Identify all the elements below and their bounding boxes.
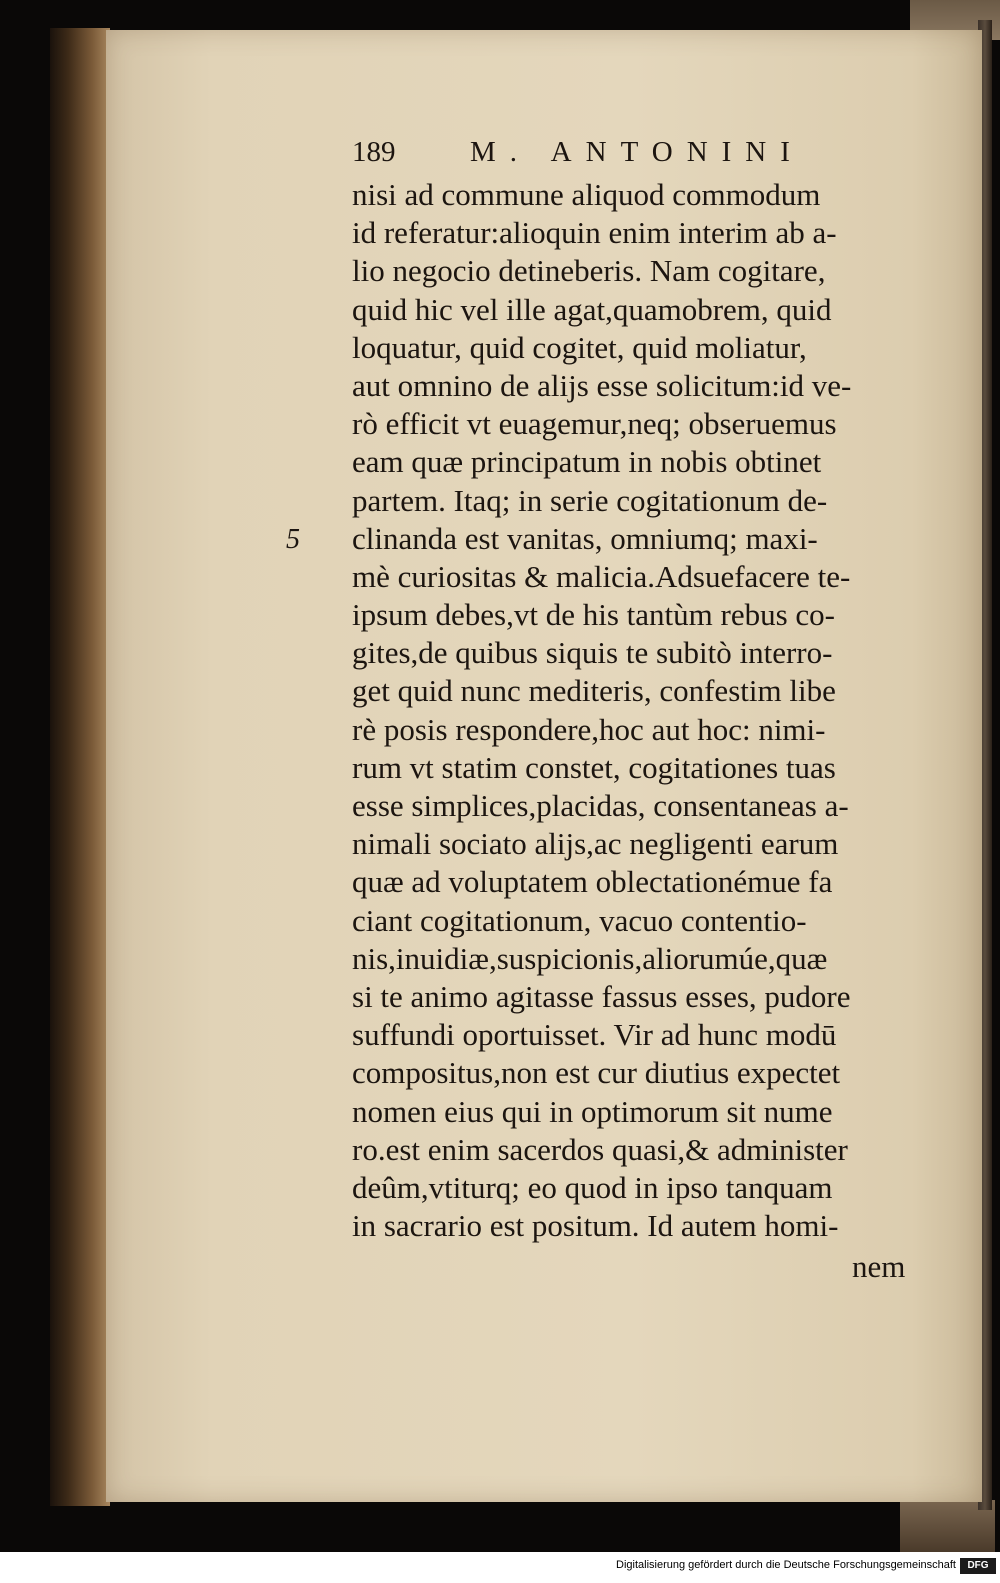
text-line: quid hic vel ille agat,quamobrem, quid xyxy=(352,291,832,327)
margin-line-number: 5 xyxy=(286,524,300,555)
page-number: 189 xyxy=(352,136,396,168)
text-line: nomen eius qui in optimorum sit nume xyxy=(352,1093,833,1129)
text-line: loquatur, quid cogitet, quid moliatur, xyxy=(352,329,807,365)
text-line: compositus,non est cur diutius expectet xyxy=(352,1055,841,1091)
book-cover-edge-left xyxy=(50,28,110,1506)
text-line: quæ ad voluptatem oblectationémue fa xyxy=(352,864,833,900)
catchword: nem xyxy=(852,1249,906,1284)
text-line: ciant cogitationum, vacuo contentio- xyxy=(352,902,807,938)
text-line: id referatur:alioquin enim interim ab a- xyxy=(352,215,837,251)
text-line: nisi ad commune aliquod commodum xyxy=(352,177,821,212)
text-line: si te animo agitasse fassus esses, pudore xyxy=(352,978,851,1014)
text-line: esse simplices,placidas, consentaneas a- xyxy=(352,788,849,823)
digitization-footer xyxy=(0,1552,1000,1583)
text-line: rum vt statim constet, cogitationes tuas xyxy=(352,749,836,785)
text-line: rò efficit vt euagemur,neq; obseruemus xyxy=(352,406,837,442)
text-line: aut omnino de alijs esse solicitum:id ve- xyxy=(352,367,852,403)
text-line: lio negocio detineberis. Nam cogitare, xyxy=(352,253,826,289)
text-line: eam quæ principatum in nobis obtinet xyxy=(352,444,822,480)
text-line: nimali sociato alijs,ac negligenti earum xyxy=(352,826,839,862)
running-title: M. ANTONINI xyxy=(470,136,804,168)
text-line: clinanda est vanitas, omniumq; maxi- xyxy=(352,520,818,556)
funding-credit: Digitalisierung gefördert durch die Deutsche Forschungsgemeinschaft xyxy=(616,1559,956,1571)
text-line: in sacrario est positum. Id autem homi- xyxy=(352,1208,839,1244)
text-line: deûm,vtiturq; eo quod in ipso tanquam xyxy=(352,1169,833,1205)
text-line: mè curiositas & malicia.Adsuefacere te- xyxy=(352,558,851,594)
text-line: nis,inuidiæ,suspicionis,aliorumúe,quæ xyxy=(352,940,828,976)
text-line: get quid nunc mediteris, confestim libe xyxy=(352,673,836,709)
body-text xyxy=(352,176,932,1245)
text-line: rè posis respondere,hoc aut hoc: nimi- xyxy=(352,711,826,747)
dfg-logo: DFG xyxy=(960,1558,996,1574)
text-line: partem. Itaq; in serie cogitationum de- xyxy=(352,482,828,518)
text-line: gites,de quibus siquis te subitò interro- xyxy=(352,635,833,671)
running-head xyxy=(352,132,852,172)
text-line: ipsum debes,vt de his tantùm rebus co- xyxy=(352,597,835,633)
text-line: ro.est enim sacerdos quasi,& administer xyxy=(352,1131,848,1167)
text-line: suffundi oportuisset. Vir ad hunc modū xyxy=(352,1017,837,1053)
